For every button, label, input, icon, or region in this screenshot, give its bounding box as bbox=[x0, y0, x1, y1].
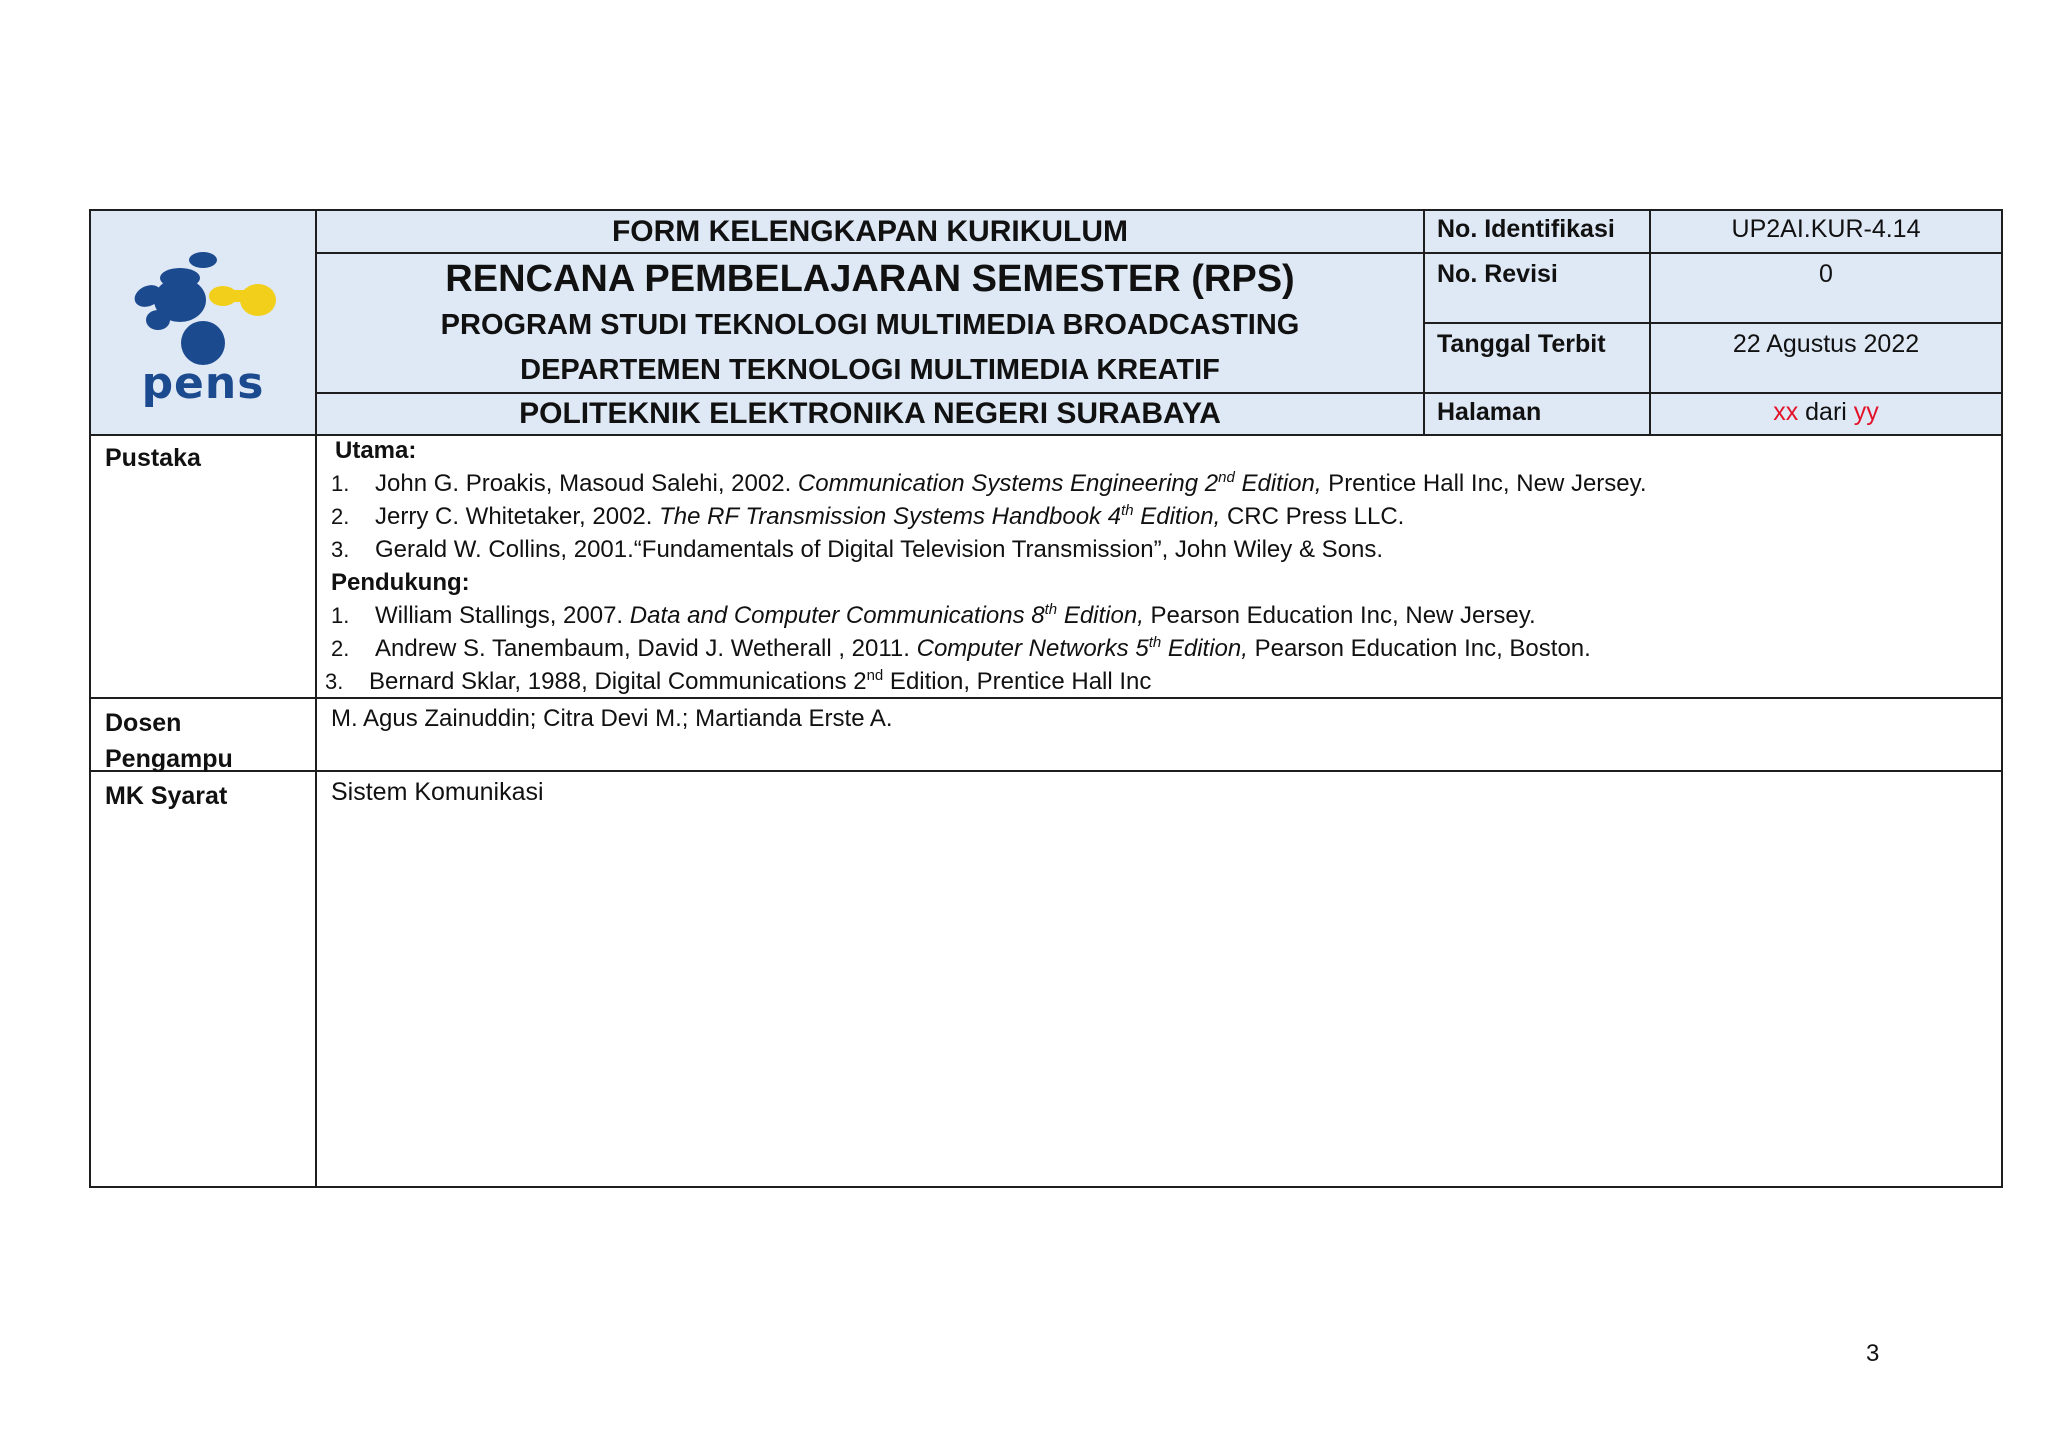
pendukung-heading: Pendukung: bbox=[331, 569, 470, 596]
reference-item: 3. Gerald W. Collins, 2001.“Fundamentals of Digital Television Transmission”, John Wiley & Sons. bbox=[331, 536, 1383, 563]
mk-syarat-value: Sistem Komunikasi bbox=[331, 778, 544, 806]
pendukung-list bbox=[325, 599, 2001, 698]
pustaka-label: Pustaka bbox=[91, 434, 317, 699]
institution-name: POLITEKNIK ELEKTRONIKA NEGERI SURABAYA bbox=[317, 394, 1425, 434]
utama-list bbox=[331, 467, 2001, 566]
svg-text:pens: pens bbox=[141, 357, 265, 408]
revision-label: No. Revisi bbox=[1425, 254, 1651, 324]
pens-logo-icon bbox=[118, 238, 288, 408]
rps-title: RENCANA PEMBELAJARAN SEMESTER (RPS) bbox=[445, 257, 1295, 300]
page-y: yy bbox=[1853, 398, 1879, 426]
reference-item: 1. John G. Proakis, Masoud Salehi, 2002. Communication Systems Engineering 2nd Edition, Prentice Hall Inc, New Jersey. bbox=[331, 469, 1647, 497]
reference-item: 2. Jerry C. Whitetaker, 2002. The RF Transmission Systems Handbook 4th Edition, CRC Press LLC. bbox=[331, 502, 1405, 530]
id-value: UP2AI.KUR-4.14 bbox=[1651, 211, 2001, 254]
reference-item: 3. Bernard Sklar, 1988, Digital Communications 2nd Edition, Prentice Hall Inc bbox=[325, 667, 1152, 695]
pens-logo bbox=[91, 211, 317, 434]
date-value: 22 Agustus 2022 bbox=[1651, 324, 2001, 394]
mk-syarat-label: MK Syarat bbox=[91, 772, 317, 1186]
form-title: FORM KELENGKAPAN KURIKULUM bbox=[317, 211, 1425, 254]
department-name: DEPARTEMEN TEKNOLOGI MULTIMEDIA KREATIF bbox=[520, 353, 1220, 386]
page-number: 3 bbox=[1866, 1340, 1880, 1367]
rps-body-table bbox=[89, 434, 2003, 1188]
reference-item: 2. Andrew S. Tanembaum, David J. Wetherall , 2011. Computer Networks 5th Edition, Pearson Education Inc, Boston. bbox=[331, 634, 1591, 662]
revision-value: 0 bbox=[1651, 254, 2001, 324]
page-value bbox=[1651, 394, 2001, 434]
dosen-label: Dosen Pengampu bbox=[91, 699, 317, 772]
reference-item: 1. William Stallings, 2007. Data and Computer Communications 8th Edition, Pearson Education Inc, New Jersey. bbox=[331, 601, 1536, 629]
date-label: Tanggal Terbit bbox=[1425, 324, 1651, 394]
form-header bbox=[89, 209, 2003, 436]
pustaka-content bbox=[317, 434, 2001, 699]
program-name: PROGRAM STUDI TEKNOLOGI MULTIMEDIA BROADCASTING bbox=[440, 308, 1300, 341]
dosen-value: M. Agus Zainuddin; Citra Devi M.; Martianda Erste A. bbox=[317, 699, 2001, 772]
utama-heading: Utama: bbox=[335, 437, 417, 464]
page-of: dari bbox=[1805, 398, 1847, 426]
rps-title-block bbox=[317, 254, 1425, 394]
id-label: No. Identifikasi bbox=[1425, 211, 1651, 254]
page-label: Halaman bbox=[1425, 394, 1651, 434]
page-x: xx bbox=[1773, 398, 1799, 426]
